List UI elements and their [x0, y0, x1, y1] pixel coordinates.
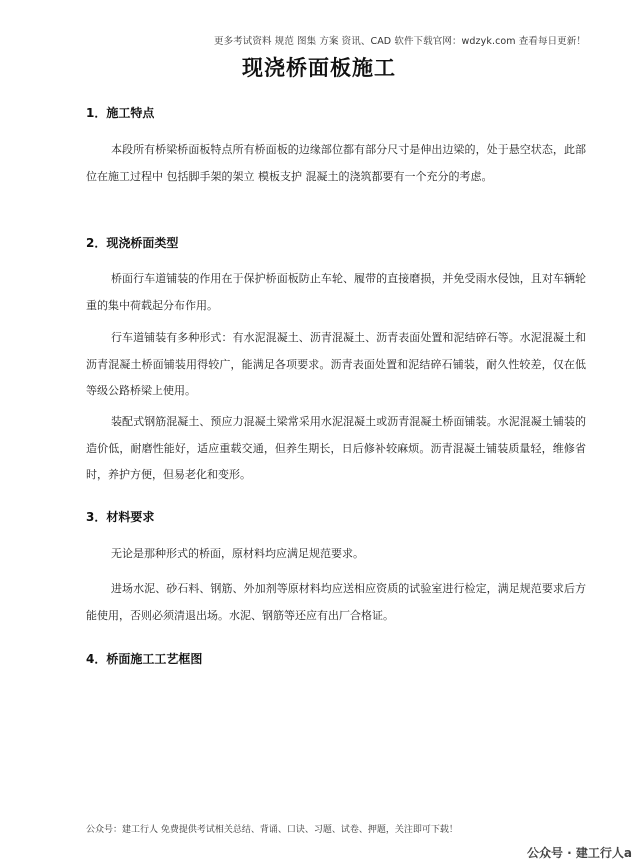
section-heading-1: 1．施工特点 [86, 106, 155, 120]
footer-note: 公众号：建工行人 免费提供考试相关总结、背诵、口诀、习题、试卷、押题，关注即可下载！ [86, 825, 458, 835]
section-2-paragraph-2: 行车道铺装有多种形式：有水泥混凝土、沥青混凝土、沥青表面处置和泥结碎石等。水泥混凝土和沥青混凝土桥面铺装用得较广，能满足各项要求。沥青表面处置和泥结碎石铺装，耐久性较差，仅在低等级公路桥梁上使用。 [86, 331, 586, 397]
watermark: 公众号 · 建工行人a [527, 846, 633, 860]
section-heading-2: 2．现浇桥面类型 [86, 236, 179, 250]
section-3-paragraph-2: 进场水泥、砂石料、钢筋、外加剂等原材料均应送相应资质的试验室进行检定，满足规范要求后方能使用，否则必须清退出场。水泥、钢筋等还应有出厂合格证。 [86, 582, 586, 622]
section-3-paragraph-1: 无论是那种形式的桥面，原材料均应满足规范要求。 [111, 547, 364, 560]
header-note: 更多考试资料 规范 图集 方案 资讯、CAD 软件下载官网：wdzyk.com 查看每日更新！ [214, 36, 586, 47]
section-1-paragraph-1: 本段所有桥梁桥面板特点所有桥面板的边缘部位都有部分尺寸是伸出边梁的，处于悬空状态，此部位在施工过程中 包括脚手架的架立 模板支护 混凝土的浇筑都要有一个充分的考虑。 [86, 143, 586, 183]
section-heading-4: 4．桥面施工工艺框图 [86, 652, 203, 666]
document-title: 现浇桥面板施工 [242, 56, 396, 80]
section-heading-3: 3．材料要求 [86, 510, 155, 524]
section-2-paragraph-1: 桥面行车道铺装的作用在于保护桥面板防止车轮、履带的直接磨损，并免受雨水侵蚀，且对车辆轮重的集中荷载起分布作用。 [86, 272, 586, 312]
section-2-paragraph-3: 装配式钢筋混凝土、预应力混凝土梁常采用水泥混凝土或沥青混凝土桥面铺装。水泥混凝土铺装的造价低，耐磨性能好，适应重载交通，但养生期长，日后修补较麻烦。沥青混凝土铺装质量轻，维修省时，养护方便，但易老化和变形。 [86, 415, 586, 481]
